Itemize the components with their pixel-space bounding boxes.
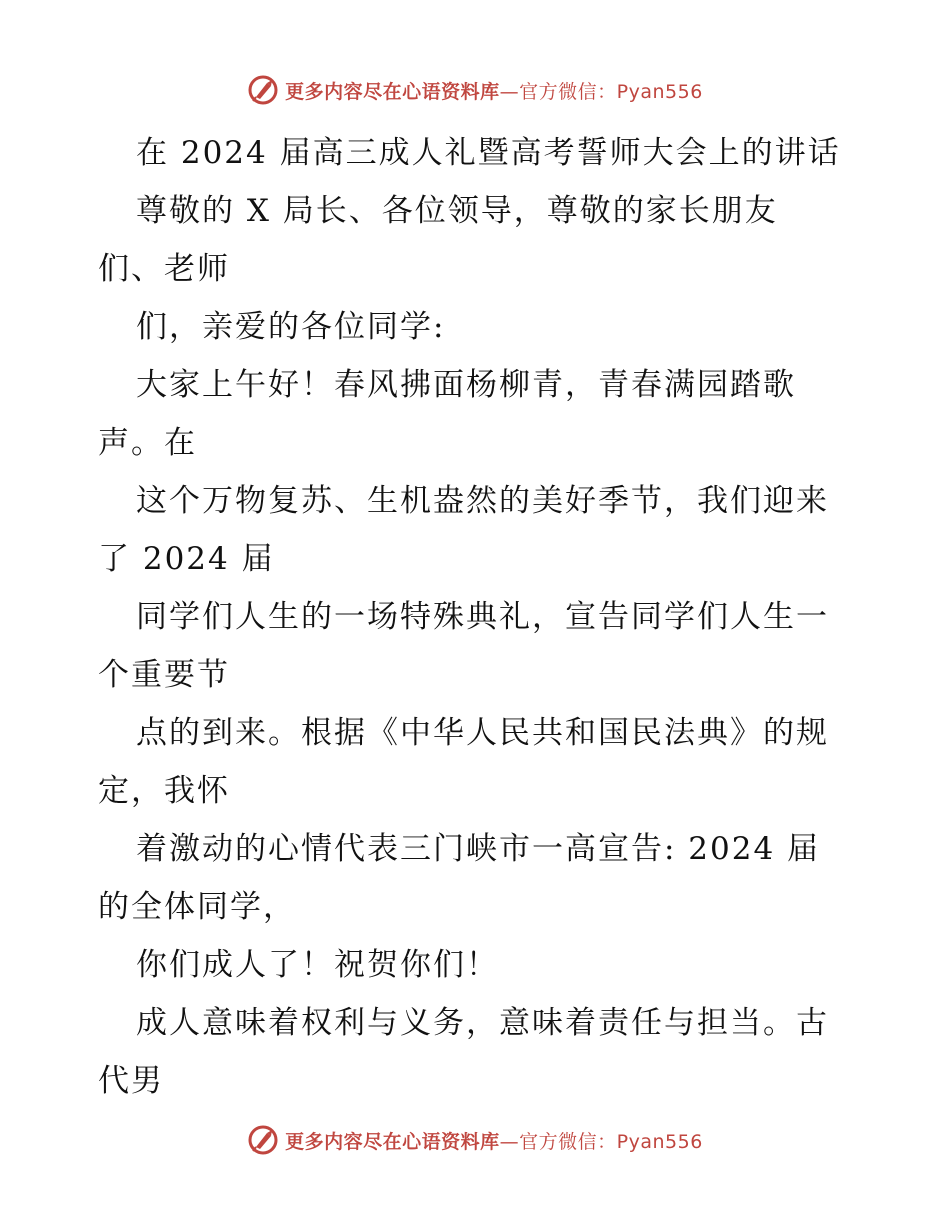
paragraph-line: 了 2024 届 [98, 541, 275, 577]
watermark-brand: 更多内容尽在心语资料库 [285, 1130, 500, 1153]
watermark-contact: 官方微信：Pyan556 [519, 80, 703, 103]
watermark-contact: 官方微信：Pyan556 [519, 1130, 703, 1153]
paragraph-line: 声。在 [98, 425, 197, 461]
paragraph-line: 定，我怀 [98, 773, 230, 809]
paragraph-line: 的全体同学， [98, 889, 296, 925]
watermark-separator: — [499, 1130, 520, 1153]
paragraph-line: 代男 [98, 1063, 164, 1099]
watermark-text [285, 1127, 703, 1154]
header-watermark [0, 72, 950, 108]
paragraph-line: 大家上午好！春风拂面杨柳青，青春满园踏歌 [136, 367, 796, 403]
paragraph-line: 你们成人了！祝贺你们！ [136, 947, 499, 983]
paragraph-line: 这个万物复苏、生机盎然的美好季节，我们迎来 [136, 483, 829, 519]
watermark-brand: 更多内容尽在心语资料库 [285, 80, 500, 103]
footer-watermark [0, 1122, 950, 1158]
paragraph-line: 成人意味着权利与义务，意味着责任与担当。古 [136, 1005, 829, 1041]
document-title: 在 2024 届高三成人礼暨高考誓师大会上的讲话 [136, 135, 841, 171]
paragraph-line: 们、老师 [98, 251, 230, 287]
watermark-text [285, 77, 703, 104]
paragraph-line: 着激动的心情代表三门峡市一高宣告: 2024 届 [136, 831, 821, 867]
paragraph-line: 点的到来。根据《中华人民共和国民法典》的规 [136, 715, 829, 751]
document-body [98, 124, 858, 1110]
paragraph-line: 同学们人生的一场特殊典礼，宣告同学们人生一 [136, 599, 829, 635]
paragraph-line: 们，亲爱的各位同学: [136, 309, 446, 345]
watermark-separator: — [499, 80, 520, 103]
quill-pen-circle-icon [247, 1124, 279, 1156]
paragraph-line: 尊敬的 X 局长、各位领导，尊敬的家长朋友 [136, 193, 778, 229]
quill-pen-circle-icon [247, 74, 279, 106]
paragraph-line: 个重要节 [98, 657, 230, 693]
